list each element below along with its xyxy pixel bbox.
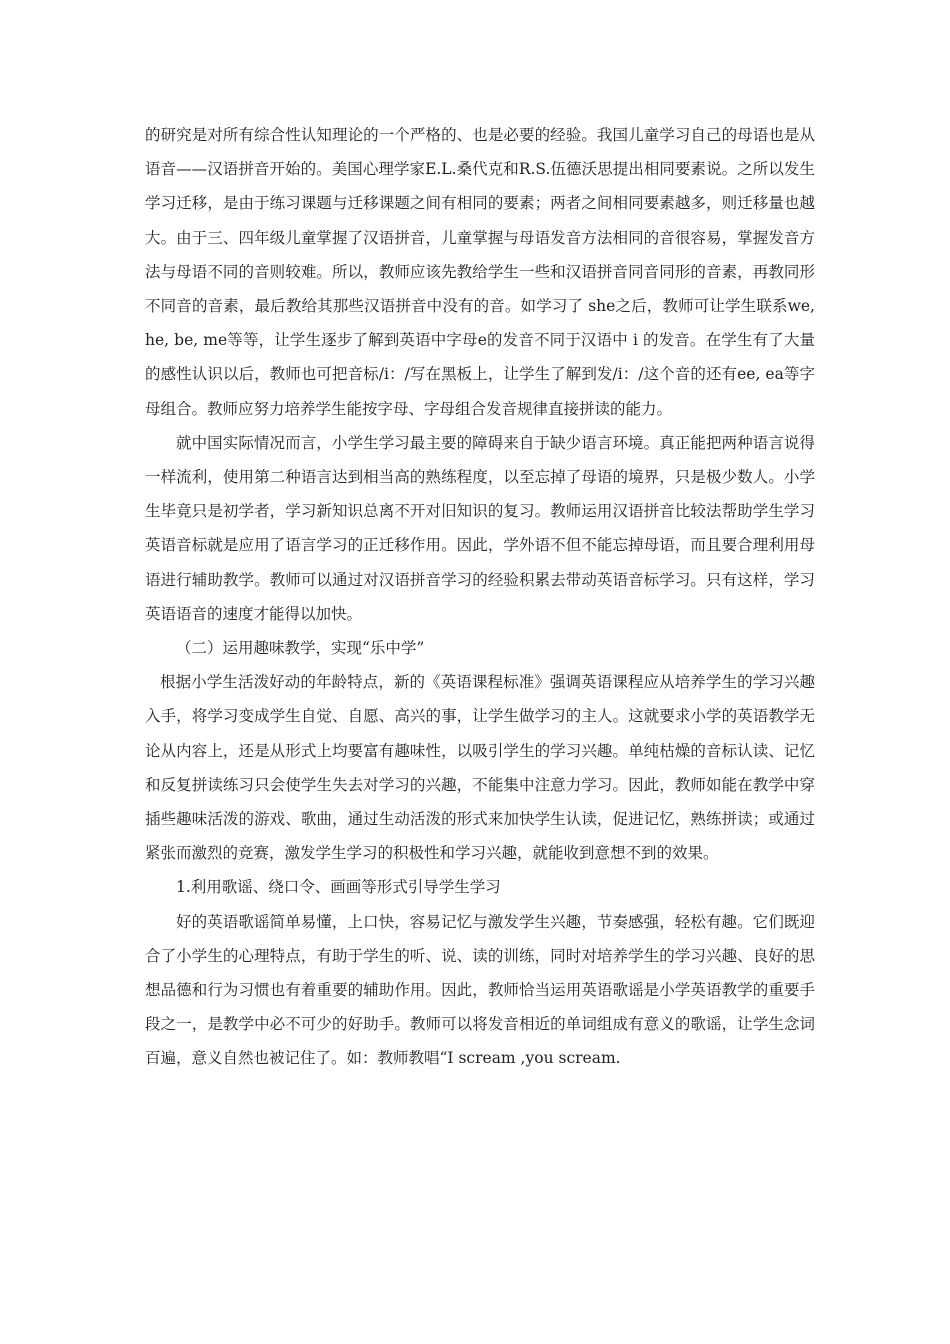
paragraph-english-songs: 好的英语歌谣简单易懂，上口快，容易记忆与激发学生兴趣，节奏感强，轻松有趣。它们既迎合了小学生的心理特点，有助于学生的听、说、读的训练，同时对培养学生的学习兴趣、良好的思想品德和行为习惯也有着重要的辅助作用。因此，教师恰当运用英语歌谣是小学英语教学的重要手段之一，是教学中必不可少的好助手。教师可以将发音相近的单词组成有意义的歌谣，让学生念词百遍，意义自然也被记住了。如：教师教唱“I scream ,you scream.: [145, 912, 815, 1068]
section-heading-interest-teaching: （二）运用趣味教学，实现“乐中学”: [176, 639, 425, 658]
subsection-heading-songs-rhymes: 1.利用歌谣、绕口令、画画等形式引导学生学习: [176, 878, 501, 897]
paragraph-language-environment: 就中国实际情况而言，小学生学习最主要的障碍来自于缺少语言环境。真正能把两种语言说得一样流利，使用第二种语言达到相当高的熟练程度，以至忘掉了母语的境界，只是极少数人。小学生毕竟只是初学者，学习新知识总离不开对旧知识的复习。教师运用汉语拼音比较法帮助学生学习英语音标就是应用了语言学习的正迁移作用。因此，学外语不但不能忘掉母语，而且要合理利用母语进行辅助教学。教师可以通过对汉语拼音学习的经验积累去带动英语音标学习。只有这样，学习英语语音的速度才能得以加快。: [145, 433, 815, 623]
paragraph-pinyin-transfer: 的研究是对所有综合性认知理论的一个严格的、也是必要的经验。我国儿童学习自己的母语也是从语音——汉语拼音开始的。美国心理学家E.L.桑代克和R.S.伍德沃思提出相同要素说。之所以发生学习迁移，是由于练习课题与迁移课题之间有相同的要素；两者之间相同要素越多，则迁移量也越大。由于三、四年级儿童掌握了汉语拼音，儿童掌握与母语发音方法相同的音很容易，掌握发音方法与母语不同的音则较难。所以，教师应该先教给学生一些和汉语拼音同音同形的音素，再教同形不同音的音素，最后教给其那些汉语拼音中没有的音。如学习了 she之后，教师可让学生联系we, he, be, me等等，让学生逐步了解到英语中字母e的发音不同于汉语中 i 的发音。在学生有了大量的感性认识以后，教师也可把音标/i：/写在黑板上，让学生了解到发/i：/这个音的还有ee, ea等字母组合。教师应努力培养学生能按字母、字母组合发音规律直接拼读的能力。: [145, 126, 815, 418]
paragraph-curriculum-standard: 根据小学生活泼好动的年龄特点，新的《英语课程标准》强调英语课程应从培养学生的学习兴趣入手，将学习变成学生自觉、自愿、高兴的事，让学生做学习的主人。这就要求小学的英语教学无论从内容上，还是从形式上均要富有趣味性，以吸引学生的学习兴趣。单纯枯燥的音标认读、记忆和反复拼读练习只会使学生失去对学习的兴趣，不能集中注意力学习。因此，教师如能在教学中穿插些趣味活泼的游戏、歌曲，通过生动活泼的形式来加快学生认读，促进记忆，熟练拼读；或通过紧张而激烈的竞赛，激发学生学习的积极性和学习兴趣，就能收到意想不到的效果。: [145, 673, 815, 863]
document-body: [145, 118, 815, 1076]
